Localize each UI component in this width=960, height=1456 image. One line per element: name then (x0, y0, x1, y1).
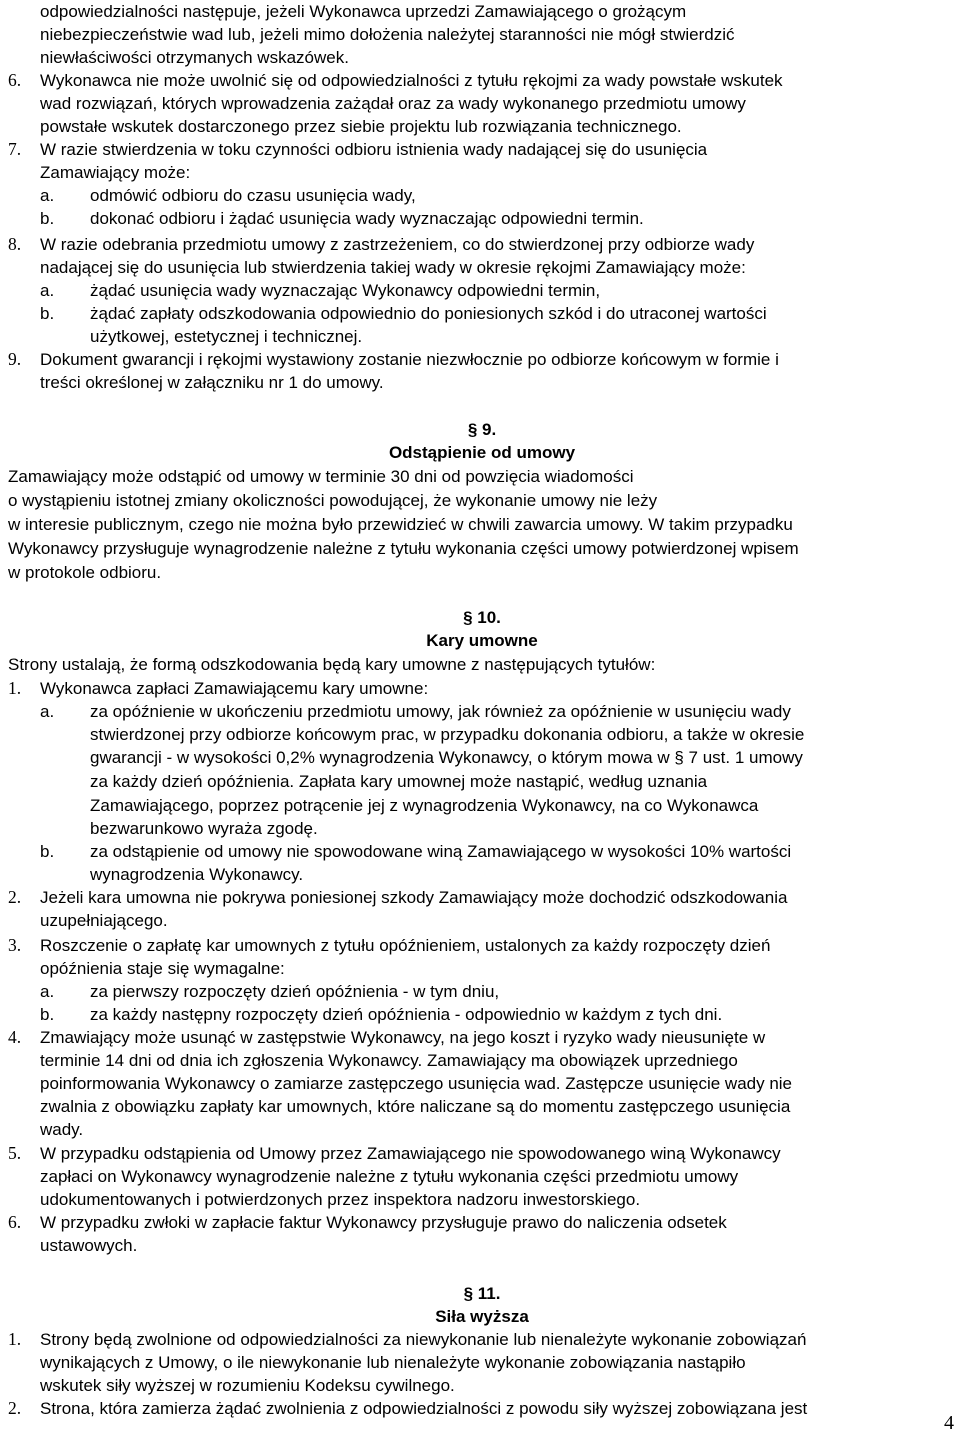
body-text-line: odmówić odbioru do czasu usunięcia wady, (90, 186, 416, 205)
section-heading: § 11. (463, 1284, 501, 1303)
body-text-line: Jeżeli kara umowna nie pokrywa poniesionej szkody Zamawiający może dochodzić odszkodowania (40, 888, 788, 907)
body-text-line: odpowiedzialności następuje, jeżeli Wykonawca uprzedzi Zamawiającego o grożącym (40, 2, 687, 21)
body-text-line: niebezpieczeństwie wad lub, jeżeli mimo dołożenia należytej staranności nie mógł stwierdzić (40, 25, 735, 44)
list-number: 2. (8, 1398, 22, 1418)
list-number: 8. (8, 234, 22, 254)
body-text-line: treści określonej w załączniku nr 1 do umowy. (40, 373, 384, 392)
list-number: 5. (8, 1143, 22, 1163)
body-text-line: wady. (40, 1120, 84, 1139)
list-number: 1. (8, 1329, 22, 1349)
section-heading: Kary umowne (426, 631, 538, 650)
list-number: 6. (8, 70, 22, 90)
body-text-line: wskutek siły wyższej w rozumieniu Kodeksu cywilnego. (40, 1376, 455, 1395)
body-text-line: poinformowania Wykonawcy o zamiarze zastępczego usunięcia wad. Zastępcze usunięcie wady nie (40, 1074, 793, 1093)
body-text-line: opóźnienia staje się wymagalne: (40, 959, 285, 978)
body-text-line: Zamawiającego, poprzez potrącenie jej z wynagrodzenia Wykonawcy, na co Wykonawca (90, 796, 759, 815)
section-heading: § 10. (463, 608, 501, 627)
body-text-line: wad rozwiązań, których wprowadzenia zażądał oraz za wady wykonanego przedmiotu umowy (40, 94, 746, 113)
list-letter: a. (40, 281, 55, 300)
body-text-line: użytkowej, estetycznej i technicznej. (90, 327, 363, 346)
section-heading: Odstąpienie od umowy (388, 443, 576, 462)
body-text-line: żądać usunięcia wady wyznaczając Wykonawcy odpowiedni termin, (90, 281, 601, 300)
list-letter: a. (40, 702, 55, 721)
body-text-line: w interesie publicznym, czego nie można było przewidzieć w chwili zawarcia umowy. W takim przypadku (8, 515, 793, 534)
list-letter: b. (40, 209, 55, 228)
section-heading: § 9. (467, 420, 497, 439)
body-text-line: Strony będą zwolnione od odpowiedzialności za niewykonanie lub nienależyte wykonanie zobowiązań (40, 1330, 807, 1349)
body-text-line: zwalnia z obowiązku zapłaty kar umownych, które naliczane są do momentu zastępczego usunięcia (40, 1097, 791, 1116)
body-text-line: niewłaściwości otrzymanych wskazówek. (40, 48, 349, 67)
list-letter: b. (40, 842, 55, 861)
body-text-line: W razie odebrania przedmiotu umowy z zastrzeżeniem, co do stwierdzonej przy odbiorze wady (40, 235, 755, 254)
body-text-line: dokonać odbioru i żądać usunięcia wady wyznaczając odpowiedni termin. (90, 209, 644, 228)
list-letter: a. (40, 186, 55, 205)
body-text-line: Wykonawca nie może uwolnić się od odpowiedzialności z tytułu rękojmi za wady powstałe wskutek (40, 71, 783, 90)
body-text-line: za każdy następny rozpoczęty dzień opóźnienia - odpowiednio w każdym z tych dni. (90, 1005, 723, 1024)
body-text-line: gwarancji - w wysokości 0,2% wynagrodzenia Wykonawcy, o którym mowa w § 7 ust. 1 umowy (90, 748, 803, 767)
section-heading: Siła wyższa (435, 1307, 529, 1326)
body-text-line: ustawowych. (40, 1236, 138, 1255)
body-text-line: udokumentowanych i potwierdzonych przez inspektora nadzoru inwestorskiego. (40, 1190, 641, 1209)
body-text-line: nadającej się do usunięcia lub stwierdzenia takiej wady w okresie rękojmi Zamawiający może: (40, 258, 746, 277)
list-letter: a. (40, 982, 55, 1001)
body-text-line: W przypadku zwłoki w zapłacie faktur Wykonawcy przysługuje prawo do naliczenia odsetek (40, 1213, 727, 1232)
body-text-line: Wykonawca zapłaci Zamawiającemu kary umowne: (40, 679, 429, 698)
body-text-line: o wystąpieniu istotnej zmiany okoliczności powodującej, że wykonanie umowy nie leży (8, 491, 658, 510)
list-number: 2. (8, 887, 22, 907)
body-text-line: za odstąpienie od umowy nie spowodowane winą Zamawiającego w wysokości 10% wartości (90, 842, 792, 861)
body-text-line: w protokole odbioru. (8, 563, 162, 582)
body-text-line: stwierdzonej przy odbiorze końcowym prac, w przypadku dokonania odbioru, a także w okresie (90, 725, 805, 744)
list-letter: b. (40, 1005, 55, 1024)
body-text-line: Zamawiający może: (40, 163, 191, 182)
list-number: 7. (8, 139, 22, 159)
body-text-line: powstałe wskutek dostarczonego przez siebie projektu lub rozwiązania technicznego. (40, 117, 682, 136)
body-text-line: Zmawiający może usunąć w zastępstwie Wykonawcy, na jego koszt i ryzyko wady nieusunięte w (40, 1028, 766, 1047)
body-text-line: za opóźnienie w ukończeniu przedmiotu umowy, jak również za opóźnienie w usunięciu wady (90, 702, 791, 721)
list-letter: b. (40, 304, 55, 323)
body-text-line: W przypadku odstąpienia od Umowy przez Zamawiającego nie spowodowanego winą Wykonawcy (40, 1144, 781, 1163)
list-number: 4. (8, 1027, 22, 1047)
body-text-line: Strona, która zamierza żądać zwolnienia z odpowiedzialności z powodu siły wyższej zobowiązana jest (40, 1399, 808, 1418)
body-text-line: W razie stwierdzenia w toku czynności odbioru istnienia wady nadającej się do usunięcia (40, 140, 708, 159)
list-number: 3. (8, 935, 22, 955)
body-text-line: Roszczenie o zapłatę kar umownych z tytułu opóźnieniem, ustalonych za każdy rozpoczęty dzień (40, 936, 771, 955)
body-text-line: wynagrodzenia Wykonawcy. (90, 865, 304, 884)
list-number: 6. (8, 1212, 22, 1232)
body-text-line: za każdy dzień opóźnienia. Zapłata kary umownej może nastąpić, według uznania (90, 772, 708, 791)
body-text-line: Zamawiający może odstąpić od umowy w terminie 30 dni od powzięcia wiadomości (8, 467, 634, 486)
body-text-line: uzupełniającego. (40, 911, 168, 930)
body-text-line: żądać zapłaty odszkodowania odpowiednio do poniesionych szkód i do utraconej wartości (90, 304, 767, 323)
page-number: 4 (944, 1412, 954, 1434)
body-text-line: bezwarunkowo wyraża zgodę. (90, 819, 318, 838)
body-text-line: za pierwszy rozpoczęty dzień opóźnienia - w tym dniu, (90, 982, 500, 1001)
body-text-line: Wykonawcy przysługuje wynagrodzenie należne z tytułu wykonania części umowy potwierdzonej wpisem (8, 539, 799, 558)
body-text-line: Strony ustalają, że formą odszkodowania będą kary umowne z następujących tytułów: (8, 655, 656, 674)
body-text-line: wynikających z Umowy, o ile niewykonanie lub nienależyte wykonanie zobowiązania nastąpiło (40, 1353, 746, 1372)
list-number: 9. (8, 349, 22, 369)
body-text-line: zapłaci on Wykonawcy wynagrodzenie należne z tytułu wykonania części przedmiotu umowy (40, 1167, 739, 1186)
body-text-line: Dokument gwarancji i rękojmi wystawiony zostanie niezwłocznie po odbiorze końcowym w formie i (40, 350, 779, 369)
list-number: 1. (8, 678, 22, 698)
body-text-line: terminie 14 dni od dnia ich zgłoszenia Wykonawcy. Zamawiający ma obowiązek uprzedniego (40, 1051, 738, 1070)
